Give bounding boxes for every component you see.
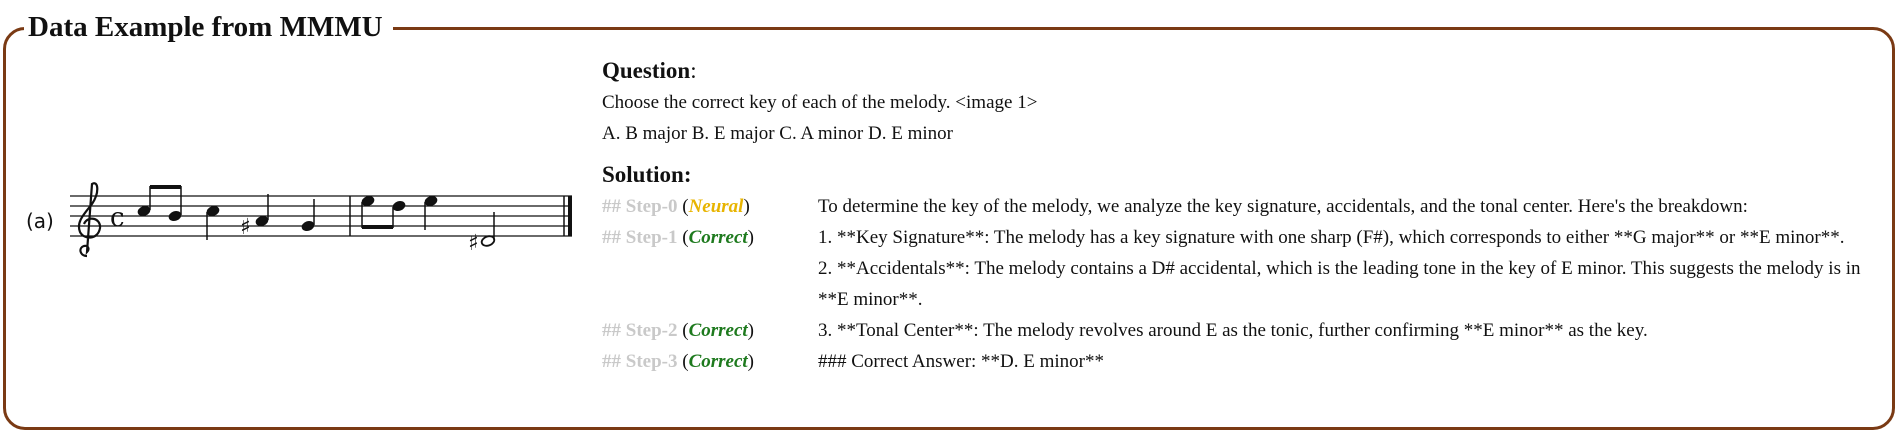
step-tag-neural: Neural: [688, 196, 744, 217]
example-content: [602, 55, 1882, 377]
solution-heading: Solution:: [602, 162, 692, 187]
step-marker: ## Step-3 (Correct): [602, 351, 754, 372]
question-text: Choose the correct key of each of the melody. <image 1>: [602, 92, 1038, 113]
solution-step-3: [602, 346, 1882, 377]
step-tag-correct: Correct: [688, 351, 748, 372]
svg-text:♯: ♯: [468, 231, 479, 256]
figure-panel-label: (a): [26, 209, 54, 233]
music-score-figure: [26, 182, 576, 262]
music-score-image: [26, 182, 576, 262]
step-marker: ## Step-1 (Correct): [602, 227, 754, 248]
time-signature: c: [110, 203, 125, 233]
step-line: 2. **Accidentals**: The melody contains a D# accidental, which is the leading tone in the key of E minor. This suggests the melody is in **E minor**.: [818, 258, 1861, 310]
step-text: [818, 222, 1882, 315]
step-text: 3. **Tonal Center**: The melody revolves around E as the tonic, further confirming **E minor** as the key.: [818, 320, 1648, 341]
step-marker: ## Step-2 (Correct): [602, 320, 754, 341]
step-marker: ## Step-0 (Neural): [602, 196, 750, 217]
staff-lines: [70, 196, 572, 236]
frame-title: Data Example from MMMU: [24, 10, 393, 44]
step-text: ### Correct Answer: **D. E minor**: [818, 351, 1105, 372]
question-heading: Question:: [602, 58, 697, 83]
treble-clef-icon: [79, 183, 100, 256]
step-tag-correct: Correct: [688, 227, 748, 248]
solution-step-1: [602, 222, 1882, 315]
answer-options: A. B major B. E major C. A minor D. E minor: [602, 123, 953, 144]
solution-step-0: [602, 191, 1882, 222]
svg-text:♯: ♯: [240, 215, 251, 240]
step-line: 1. **Key Signature**: The melody has a key signature with one sharp (F#), which corresponds to either **G major** or **E minor**.: [818, 227, 1845, 248]
step-text: To determine the key of the melody, we analyze the key signature, accidentals, and the tonal center. Here's the breakdown:: [818, 196, 1748, 217]
step-tag-correct: Correct: [688, 320, 748, 341]
solution-step-2: [602, 315, 1882, 346]
